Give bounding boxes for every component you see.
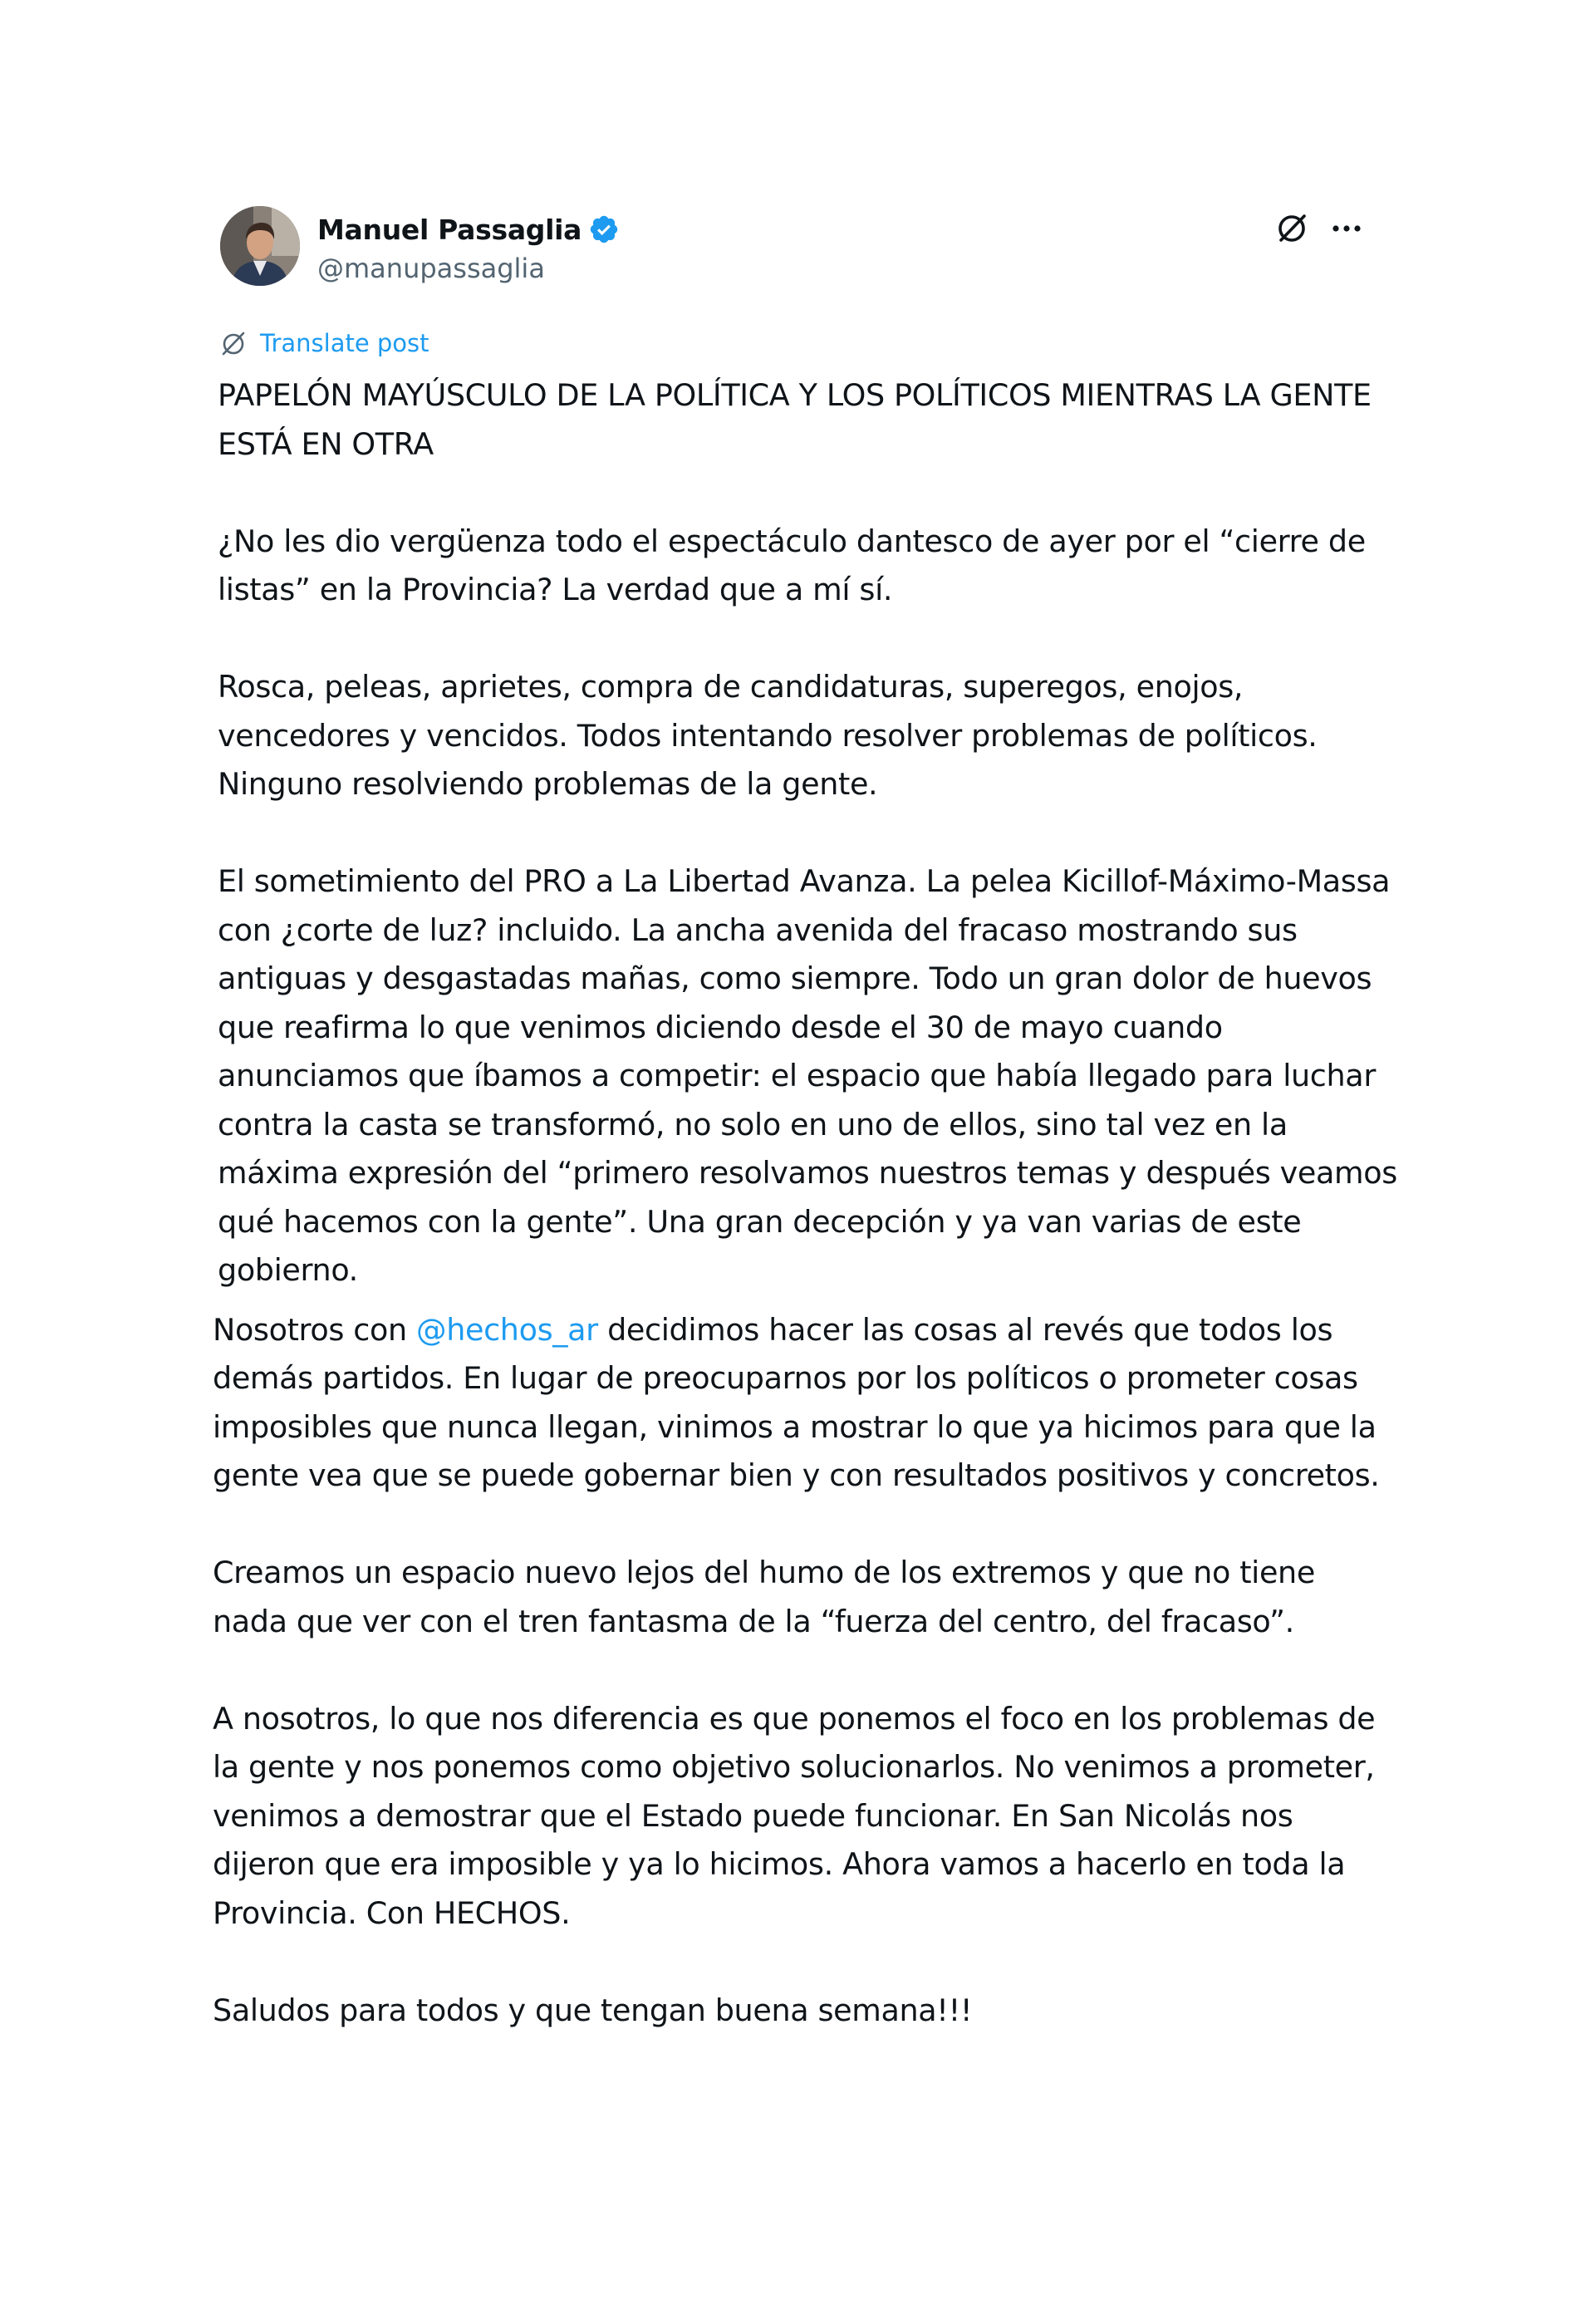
mention-suffix: decidimos hacer las cosas al revés que todos los demás partidos. En lugar de preocuparnos por los políticos o prometer cosas imposibles que nunca llegan, vinimos a mostrar lo que ya hicimos para que la gente vea que se puede gobernar bien y con resultados positivos y concretos.	[213, 1311, 1380, 1493]
translate-post-link[interactable]	[218, 326, 429, 361]
grok-button[interactable]	[1274, 209, 1310, 246]
post-body	[213, 371, 1397, 2084]
post-paragraph: El sometimiento del PRO a La Libertad Avanza. La pelea Kicillof-Máximo-Massa con ¿corte de luz? incluido. La ancha avenida del fracaso mostrando sus antiguas y desgastadas mañas, como siempre. Todo un gran dolor de huevos que reafirma lo que venimos diciendo desde el 30 de mayo cuando anunciamos que íbamos a competir: el espacio que había llegado para luchar contra la casta se transformó, no solo en uno de ellos, sino tal vez en la máxima expresión del “primero resolvamos nuestros temas y después veamos qué hacemos con la gente”. Una gran decepción y ya van varias de este gobierno.	[218, 863, 1397, 1288]
verified-badge-icon	[588, 214, 620, 245]
author-handle[interactable]: @manupassaglia	[317, 253, 545, 284]
author-name-row	[317, 209, 620, 249]
mention-prefix: Nosotros con	[213, 1311, 417, 1348]
mention-link-hechos[interactable]: @hechos_ar	[416, 1311, 598, 1348]
translate-icon	[218, 328, 248, 358]
slashed-circle-icon	[1274, 209, 1310, 246]
post-paragraph: ¿No les dio vergüenza todo el espectáculo dantesco de ayer por el “cierre de listas” en la Provincia? La verdad que a mí sí.	[218, 523, 1366, 607]
more-dots-icon	[1327, 209, 1367, 246]
post-paragraph: Creamos un espacio nuevo lejos del humo de los extremos y que no tiene nada que ver con el tren fantasma de la “fuerza del centro, del fracaso”.	[213, 1555, 1315, 1639]
post-paragraph: Rosca, peleas, aprietes, compra de candidaturas, superegos, enojos, vencedores y vencidos. Todos intentando resolver problemas de políticos. Ninguno resolviendo problemas de la gente.	[218, 669, 1318, 802]
display-name[interactable]: Manuel Passaglia	[317, 213, 582, 246]
post-paragraph-headline: PAPELÓN MAYÚSCULO DE LA POLÍTICA Y LOS POLÍTICOS MIENTRAS LA GENTE ESTÁ EN OTRA	[218, 377, 1372, 462]
post-paragraph-closing: Saludos para todos y que tengan buena semana!!!	[213, 1992, 973, 2028]
post-paragraph-mention	[213, 1306, 1397, 1501]
translate-label: Translate post	[260, 329, 429, 357]
avatar-photo-icon	[220, 206, 300, 286]
avatar[interactable]	[220, 206, 300, 286]
post-paragraph: A nosotros, lo que nos diferencia es que ponemos el foco en los problemas de la gente y nos ponemos como objetivo solucionarlos. No venimos a prometer, venimos a demostrar que el Estado puede funcionar. En San Nicolás nos dijeron que era imposible y ya lo hicimos. Ahora vamos a hacerlo en toda la Provincia. Con HECHOS.	[213, 1700, 1376, 1931]
more-options-button[interactable]	[1327, 209, 1367, 246]
